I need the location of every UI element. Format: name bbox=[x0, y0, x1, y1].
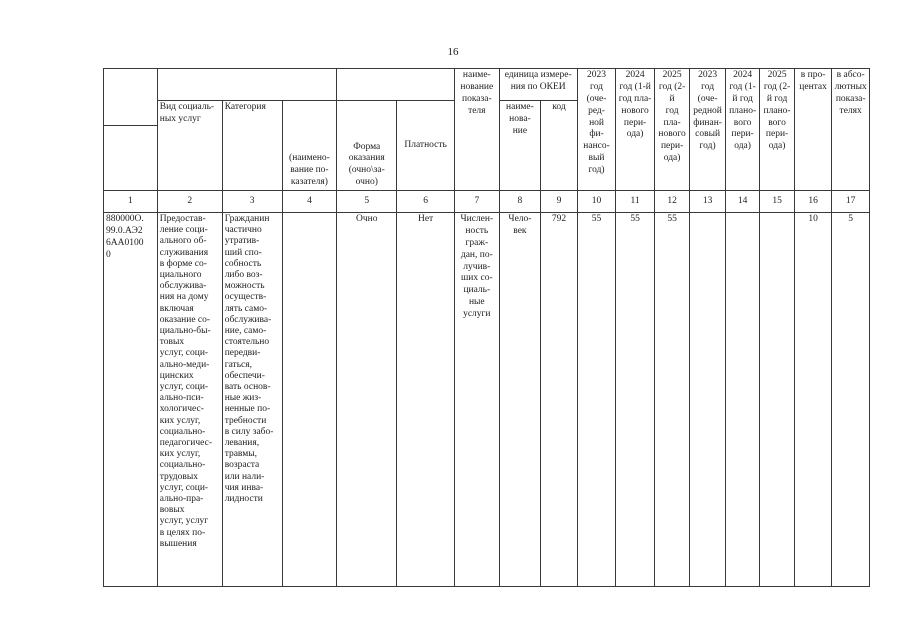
value-2024-cell: 55 bbox=[616, 213, 655, 587]
deviation-percent-cell: 10 bbox=[794, 213, 832, 587]
value-2025-cell: 55 bbox=[654, 213, 690, 587]
col-num-1: 1 bbox=[104, 191, 158, 213]
indicator-cell: Числен- ность граж- дан, по- лучив- ших со- циаль- ные услуги bbox=[455, 213, 500, 587]
header-2025-b: 2025 год (2- й год плано- вого пери- ода) bbox=[760, 69, 794, 191]
col-num-9: 9 bbox=[541, 191, 578, 213]
indicator-placeholder-cell bbox=[282, 213, 337, 587]
fee-2025-cell bbox=[760, 213, 794, 587]
header-form: Форма оказания (очно\за- очно) bbox=[337, 101, 397, 191]
col-num-16: 16 bbox=[794, 191, 832, 213]
col-num-12: 12 bbox=[654, 191, 690, 213]
header-indicator-placeholder: (наимено- вание по- казателя) bbox=[282, 101, 337, 191]
header-2024-a: 2024 год (1-й год пла- нового пери- ода) bbox=[616, 69, 655, 191]
col-num-3: 3 bbox=[222, 191, 282, 213]
state-task-table bbox=[103, 68, 870, 587]
value-2023-cell: 55 bbox=[577, 213, 616, 587]
header-2024-b: 2024 год (1- й год плано- вого пери- ода) bbox=[725, 69, 759, 191]
col-num-6: 6 bbox=[397, 191, 455, 213]
col-num-17: 17 bbox=[832, 191, 870, 213]
header-okei-unit: единица измере- ния по ОКЕИ bbox=[499, 69, 577, 101]
deviation-absolute-cell: 5 bbox=[832, 213, 870, 587]
header-empty-group-a bbox=[157, 69, 337, 101]
payment-cell: Нет bbox=[397, 213, 455, 587]
col-num-8: 8 bbox=[499, 191, 541, 213]
page-number: 16 bbox=[447, 46, 459, 58]
header-okei-code: код bbox=[541, 101, 578, 191]
form-cell: Очно bbox=[337, 213, 397, 587]
header-2023-b: 2023 год (оче- редной финан- совый год) bbox=[690, 69, 726, 191]
header-empty-code-lower bbox=[104, 126, 158, 191]
header-empty-group-b bbox=[337, 69, 455, 101]
header-okei-name: наиме- нова- ние bbox=[499, 101, 541, 191]
header-percent: в про- центах bbox=[794, 69, 832, 191]
col-num-10: 10 bbox=[577, 191, 616, 213]
col-num-15: 15 bbox=[760, 191, 794, 213]
col-num-7: 7 bbox=[455, 191, 500, 213]
col-num-13: 13 bbox=[690, 191, 726, 213]
unit-code-cell: 792 bbox=[541, 213, 578, 587]
col-num-11: 11 bbox=[616, 191, 655, 213]
col-num-2: 2 bbox=[157, 191, 222, 213]
col-num-4: 4 bbox=[282, 191, 337, 213]
header-absolute: в абсо- лютных показа- телях bbox=[832, 69, 870, 191]
header-2025-a: 2025 год (2-й год пла- нового пери- ода) bbox=[654, 69, 690, 191]
header-payment: Платность bbox=[397, 101, 455, 191]
col-num-14: 14 bbox=[725, 191, 759, 213]
header-2023-a: 2023 год (оче- ред- ной фи- нансо- вый год) bbox=[577, 69, 616, 191]
category-cell: Гражданин частично утратив- ший спо- собность либо воз- можность осуществ- лять само- обслужива- ние, само- стоятельно передви- гаться, обеспечи- вать основ- ные жиз- ненные по- требности в силу забо- левания, травмы, возраста или нали- чия инва- лидности bbox=[222, 213, 282, 587]
service-type-cell: Предостав- ление соци- ального об- служивания в форме со- циального обслужива- ния на дому включая оказание со- циально-бы- товых услуг, соци- ально-меди- цинских услуг, соци- ально-пси- хологичес- ких услуг, социально- педагогичес- ких услуг, социально- трудовых услуг, соци- ально-пра- вовых услуг, услуг в целях по- вышения bbox=[157, 213, 222, 587]
unit-name-cell: Чело- век bbox=[499, 213, 541, 587]
header-empty-code bbox=[104, 69, 158, 126]
registry-code: 880000О. 99.0.АЭ2 6АА0100 0 bbox=[104, 213, 158, 587]
col-num-5: 5 bbox=[337, 191, 397, 213]
fee-2024-cell bbox=[725, 213, 759, 587]
header-service-type: Вид социаль- ных услуг bbox=[157, 101, 222, 191]
header-category: Категория bbox=[222, 101, 282, 191]
header-indicator-name: наиме- нование показа- теля bbox=[455, 69, 500, 191]
fee-2023-cell bbox=[690, 213, 726, 587]
